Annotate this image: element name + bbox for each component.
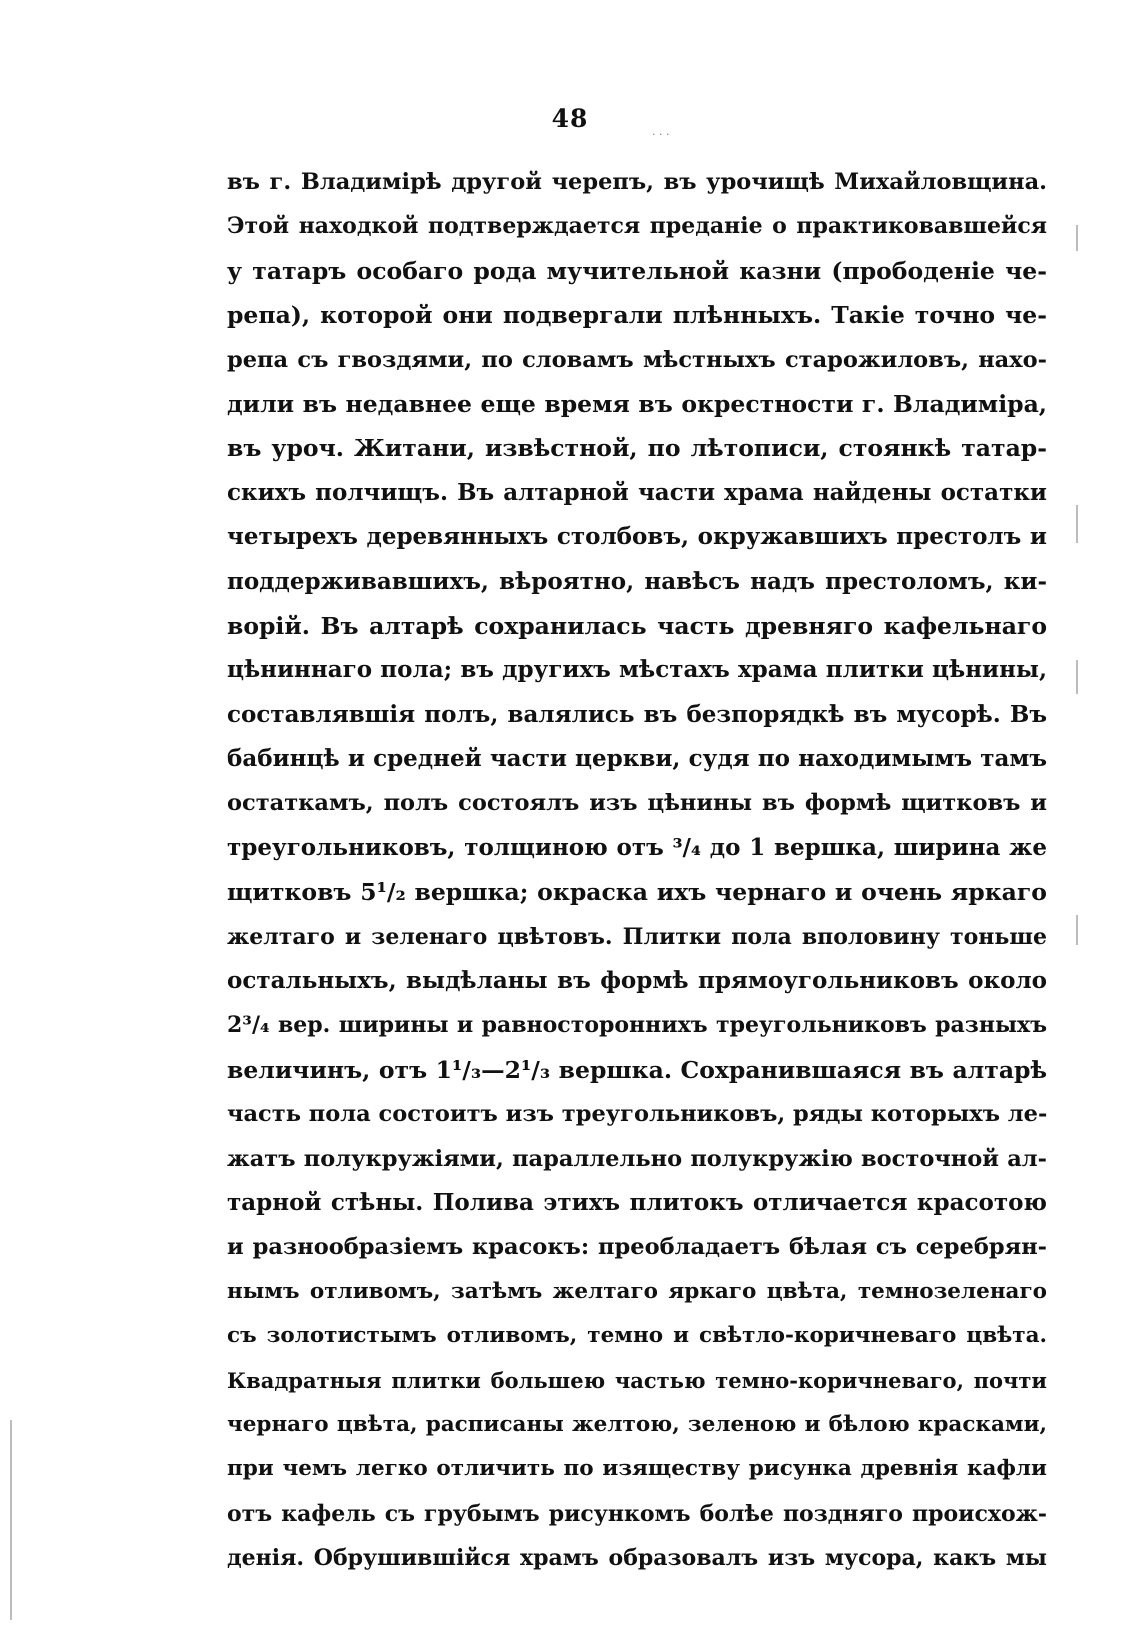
text-line: при чемъ легко отличить по изяществу рисунка древнія кафли bbox=[227, 1456, 1047, 1482]
text-line: тарной стѣны. Полива этихъ плитокъ отличается красотою bbox=[227, 1188, 1047, 1216]
text-line: Квадратныя плитки большею частью темно-коричневаго, почти bbox=[227, 1367, 1047, 1393]
text-line: у татаръ особаго рода мучительной казни (прободеніе че- bbox=[227, 256, 1047, 285]
text-line: часть пола состоитъ изъ треугольниковъ, ряды которыхъ ле- bbox=[227, 1101, 1047, 1128]
text-line: Этой находкой подтверждается преданіе о практиковавшейся bbox=[227, 213, 1047, 240]
text-line: и разнообразіемъ красокъ: преобладаетъ бѣлая съ серебрян- bbox=[227, 1234, 1047, 1261]
text-line: величинъ, отъ 1¹/₃—2¹/₃ вершка. Сохранившаяся въ алтарѣ bbox=[227, 1055, 1047, 1084]
text-line: репа съ гвоздями, по словамъ мѣстныхъ старожиловъ, нахо- bbox=[227, 346, 1047, 373]
text-line: жатъ полукружіями, параллельно полукружію восточной ал- bbox=[227, 1145, 1047, 1172]
text-line: денія. Обрушившійся храмъ образовалъ изъ мусора, какъ мы bbox=[227, 1545, 1047, 1572]
text-line: въ уроч. Житани, извѣстной, по лѣтописи, стоянкѣ татар- bbox=[227, 434, 1047, 463]
text-line: бабинцѣ и средней части церкви, судя по находимымъ тамъ bbox=[227, 745, 1047, 773]
text-line: цѣниннаго пола; въ другихъ мѣстахъ храма плитки цѣнины, bbox=[227, 656, 1047, 684]
text-line: составлявшія полъ, валялись въ безпорядкѣ въ мусорѣ. Въ bbox=[227, 700, 1047, 728]
scan-edge-mark bbox=[1076, 505, 1078, 543]
body-text bbox=[227, 160, 1047, 1581]
text-line: 2³/₄ вер. ширины и равностороннихъ треугольниковъ разныхъ bbox=[227, 1012, 1047, 1039]
text-line: щитковъ 5¹/₂ вершка; окраска ихъ чернаго и очень яркаго bbox=[227, 878, 1047, 907]
text-line: четырехъ деревянныхъ столбовъ, окружавшихъ престолъ и bbox=[227, 523, 1047, 551]
text-line: съ золотистымъ отливомъ, темно и свѣтло-коричневаго цвѣта. bbox=[227, 1323, 1047, 1349]
text-line: поддерживавшихъ, вѣроятно, навѣсъ надъ престоломъ, ки- bbox=[227, 567, 1047, 595]
scan-edge-mark bbox=[1076, 915, 1078, 945]
text-line: треугольниковъ, толщиною отъ ³/₄ до 1 вершка, ширина же bbox=[227, 833, 1047, 861]
scan-speck: · · · bbox=[652, 128, 670, 141]
text-line: отъ кафель съ грубымъ рисункомъ болѣе поздняго происхож- bbox=[227, 1500, 1047, 1527]
text-line: чернаго цвѣта, расписаны желтою, зеленою и бѣлою красками, bbox=[227, 1411, 1047, 1437]
scan-edge-mark bbox=[1076, 225, 1078, 251]
text-line: нымъ отливомъ, затѣмъ желтаго яркаго цвѣта, темнозеленаго bbox=[227, 1278, 1047, 1304]
text-line: ворій. Въ алтарѣ сохранилась часть древняго кафельнаго bbox=[227, 611, 1047, 640]
text-line: остаткамъ, полъ состоялъ изъ цѣнины въ формѣ щитковъ и bbox=[227, 790, 1047, 817]
text-line: желтаго и зеленаго цвѣтовъ. Плитки пола вполовину тоньше bbox=[227, 923, 1047, 950]
page-number: 48 bbox=[551, 104, 589, 133]
scan-edge-mark bbox=[10, 1420, 12, 1620]
text-line: остальныхъ, выдѣланы въ формѣ прямоугольниковъ около bbox=[227, 967, 1047, 995]
scan-edge-mark bbox=[1076, 660, 1078, 694]
text-line: репа), которой они подвергали плѣнныхъ. Такіе точно че- bbox=[227, 301, 1047, 330]
text-line: дили въ недавнее еще время въ окрестности г. Владиміра, bbox=[227, 389, 1047, 418]
text-line: скихъ полчищъ. Въ алтарной части храма найдены остатки bbox=[227, 478, 1047, 506]
text-line: въ г. Владимірѣ другой черепъ, въ урочищѣ Михайловщина. bbox=[227, 169, 1047, 195]
